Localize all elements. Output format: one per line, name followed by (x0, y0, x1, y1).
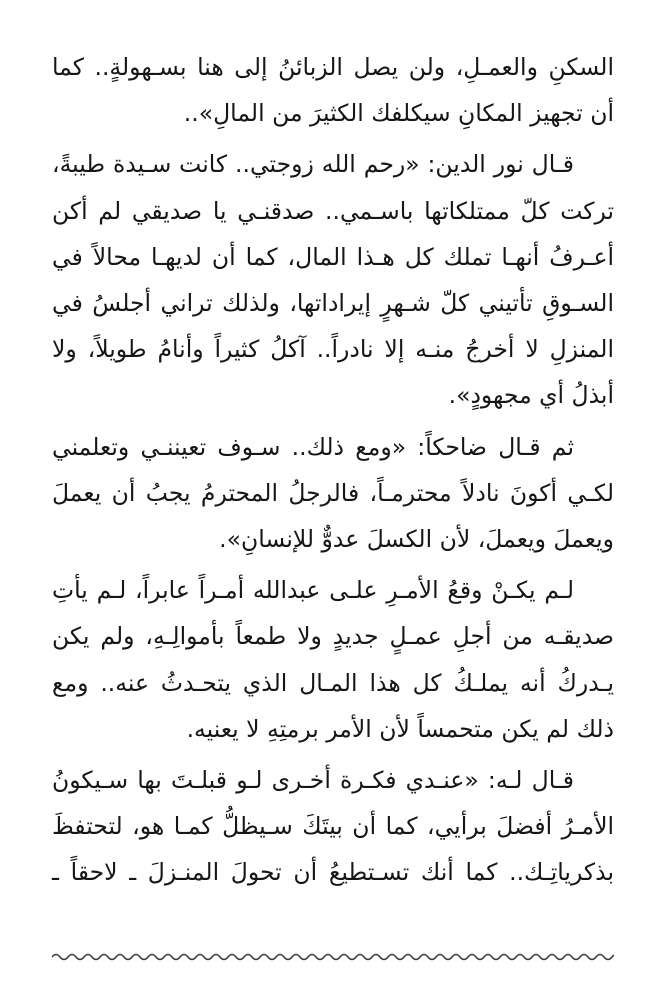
text-line: قـال لـه: «عنـدي فكـرة أخـرى لـو قبلـتَ بها سـيكونُ (52, 766, 574, 795)
text-line: صديقـه من أجلِ عمـلٍ جديدٍ ولا طمعاً بأموالِـهِ، ولم يكن (52, 622, 614, 651)
text-line: يـدركُ أنه يملـكُ كل هذا المـال الذي يتحـدثُ عنه.. ومع (52, 668, 614, 697)
text-line: قـال نور الدين: «رحم الله زوجتي.. كانت سـيدة طيبةً، (52, 150, 574, 179)
text-line: ويعملَ ويعملَ، لأن الكسلَ عدوٌّ للإنسانِ». (219, 525, 614, 554)
text-line: أن تجهيز المكانِ سيكلفك الكثيرَ من المالِ».. (183, 99, 614, 128)
text-line: ثم قـال ضاحكاً: «ومع ذلك.. سـوف تعيننـي وتعلمني (52, 432, 574, 461)
text-line: السـوقِ تأتيني كلّ شـهرٍ إيراداتها، ولذلك تراني أجلسُ في (52, 289, 614, 318)
text-line: ذلك لم يكن متحمساً لأن الأمر برمتِهِ لا يعنيه. (186, 714, 614, 743)
text-line: أبذلُ أي مجهودٍ». (448, 381, 614, 410)
text-line: لـم يكـنْ وقعُ الأمـرِ علـى عبدالله أمـراً عابراً، لـم يأتِ (52, 576, 574, 605)
text-line: لكـي أكونَ نادلاً محترمـاً، فالرجلُ المحترمُ يجبُ أن يعملَ (52, 478, 614, 507)
text-line: تركت كلّ ممتلكاتها باسـمي.. صدقنـي يا صديقي لم أكن (52, 196, 614, 225)
text-line: السكنِ والعمـلِ، ولن يصل الزبائنُ إلى هنا بسـهولةٍ.. كما (52, 53, 614, 81)
decorative-wave-divider (52, 950, 614, 964)
text-line: الأمـرُ أفضلَ برأيي، كما أن بيتَكَ سـيظلُّ كمـا هو، لتحتفظَ (52, 812, 614, 841)
text-line: بذكرياتِـك.. كما أنك تسـتطيعُ أن تحولَ المنـزلَ ـ لاحقاً ـ (52, 858, 614, 887)
body-text (52, 44, 614, 896)
text-line: المنزلِ لا أخرجُ منـه إلا نادراً.. آكلُ كثيراً وأنامُ طويلاً، ولا (52, 335, 614, 364)
text-line: أعـرفُ أنهـا تملك كل هـذا المال، كما أن لديهـا محالاً في (52, 242, 614, 271)
